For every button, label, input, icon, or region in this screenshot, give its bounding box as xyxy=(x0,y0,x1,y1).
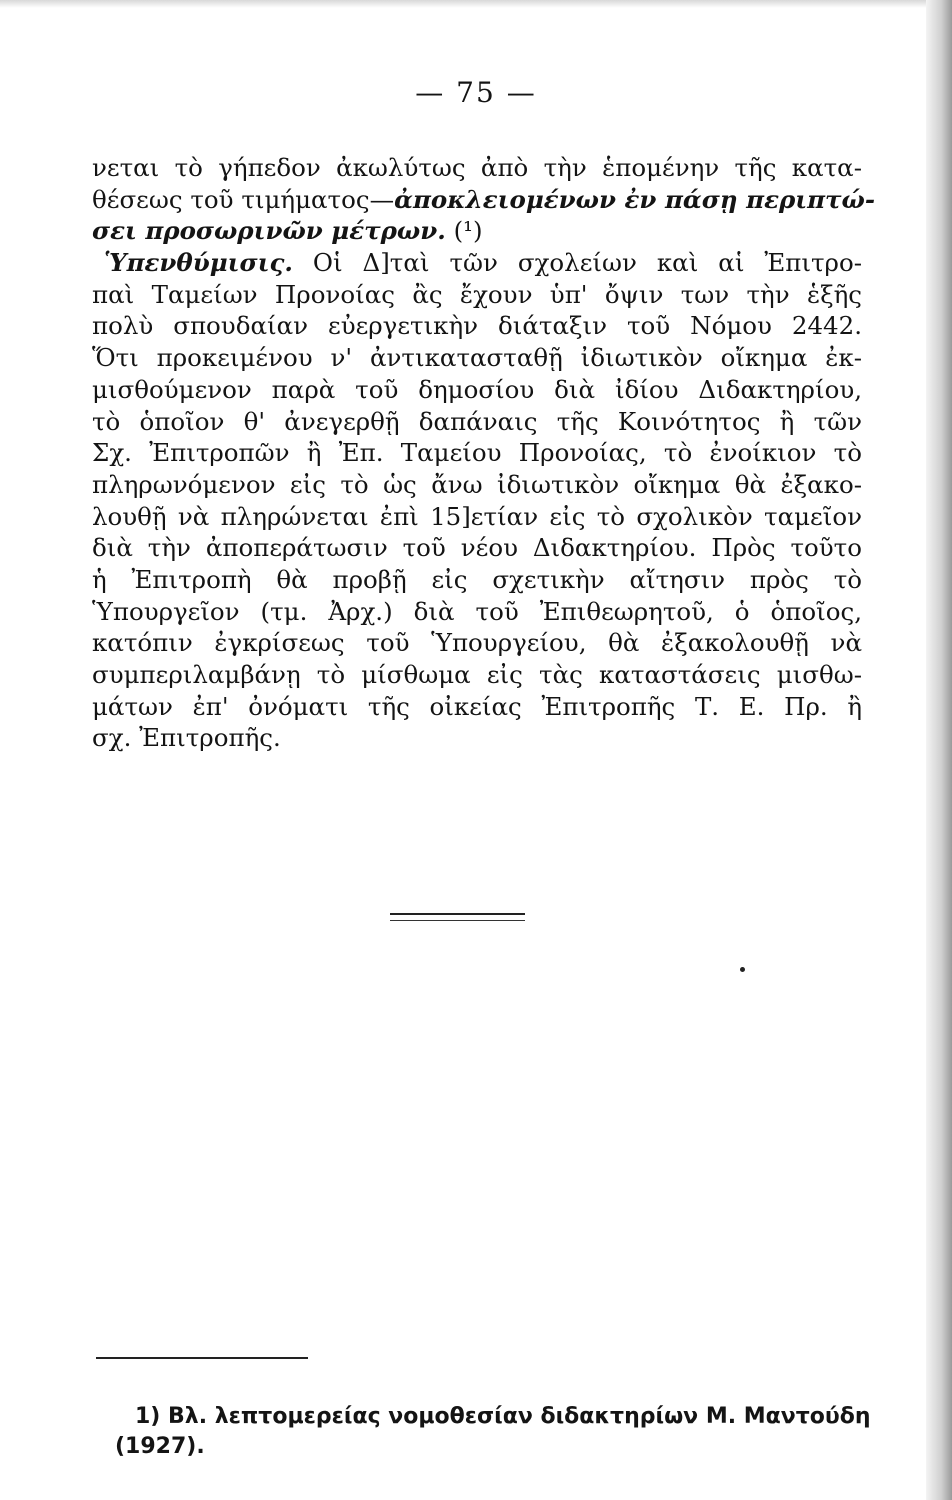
paragraph-2-line: σχ. Ἐπιτροπῆς. xyxy=(92,723,281,753)
footnote-reference: (¹) xyxy=(453,216,483,246)
paragraph-1-line xyxy=(92,215,862,247)
section-divider xyxy=(390,920,525,921)
paragraph-1-line xyxy=(92,184,876,216)
paragraph-2-line: Ὅτι προκειμένου ν' ἀντικατασταθῇ ἰδιωτικὸν οἴκημα ἐκ- xyxy=(92,343,862,373)
emphasis-text: ἀποκλειομένων ἐν πάσῃ περιπτώ- xyxy=(394,184,876,214)
page-number: — 75 — xyxy=(415,76,537,109)
paragraph-2-line: μισθούμενον παρὰ τοῦ δημοσίου διὰ ἰδίου Διδακτηρίου, xyxy=(92,374,862,404)
footnote-line: (1927). xyxy=(115,1434,205,1459)
emphasis-text: σει προσωρινῶν μέτρων. xyxy=(92,216,446,246)
text-run: Οἱ Δ]ταὶ τῶν σχολείων καὶ αἱ Ἐπιτρο- xyxy=(312,248,862,278)
paragraph-2-line: πολὺ σπουδαίαν εὐεργετικὴν διάταξιν τοῦ Νόμου 2442. xyxy=(92,311,862,341)
footnote-line: 1) Βλ. λεπτομερείας νομοθεσίαν διδακτηρίων Μ. Μαντούδη xyxy=(135,1404,871,1429)
reminder-heading: Ὑπενθύμισις. xyxy=(104,248,293,278)
text-run: θέσεως τοῦ τιμήματος— xyxy=(92,184,395,214)
paragraph-2-line: μάτων ἐπ' ὀνόματι τῆς οἰκείας Ἐπιτροπῆς Τ. Ε. Πρ. ἢ xyxy=(92,691,862,721)
paragraph-2-line: συμπεριλαμβάνῃ τὸ μίσθωμα εἰς τὰς καταστάσεις μισθω- xyxy=(92,660,862,689)
footnote xyxy=(115,1402,875,1462)
paragraph-2-line: παὶ Ταμείων Προνοίας ἂς ἔχουν ὑπ' ὄψιν των τὴν ἑξῆς xyxy=(92,279,862,309)
ink-speck xyxy=(740,967,745,972)
paragraph-2-line: κατόπιν ἐγκρίσεως τοῦ Ὑπουργείου, θὰ ἐξακολουθῇ νὰ xyxy=(92,628,862,658)
page-edge-shadow xyxy=(926,0,952,1500)
footnote-rule xyxy=(96,1357,308,1359)
paragraph-2-line: λουθῇ νὰ πληρώνεται ἐπὶ 15]ετίαν εἰς τὸ σχολικὸν ταμεῖον xyxy=(92,501,862,531)
paragraph-2-line xyxy=(92,247,862,279)
paragraph-2-line: ἡ Ἐπιτροπὴ θὰ προβῇ εἰς σχετικὴν αἴτησιν πρὸς τὸ xyxy=(92,564,862,594)
paragraph-2-line: τὸ ὁποῖον θ' ἀνεγερθῇ δαπάναις τῆς Κοινότητος ἢ τῶν xyxy=(92,406,862,436)
paragraph-2-line: διὰ τὴν ἀποπεράτωσιν τοῦ νέου Διδακτηρίου. Πρὸς τοῦτο xyxy=(92,533,862,563)
body-text xyxy=(92,152,876,754)
paragraph-2-line: Ὑπουργεῖον (τμ. Ἀρχ.) διὰ τοῦ Ἐπιθεωρητοῦ, ὁ ὁποῖος, xyxy=(92,596,862,626)
paragraph-1-line: νεται τὸ γήπεδον ἀκωλύτως ἀπὸ τὴν ἑπομένην τῆς κατα- xyxy=(92,153,862,182)
paragraph-2-line: Σχ. Ἐπιτροπῶν ἢ Ἐπ. Ταμείου Προνοίας, τὸ ἐνοίκιον τὸ xyxy=(92,438,862,468)
page-top-shadow xyxy=(0,0,952,8)
section-divider xyxy=(390,913,525,915)
paragraph-2-line: πληρωνόμενον εἰς τὸ ὡς ἄνω ἰδιωτικὸν οἴκημα θὰ ἐξακο- xyxy=(92,469,862,499)
